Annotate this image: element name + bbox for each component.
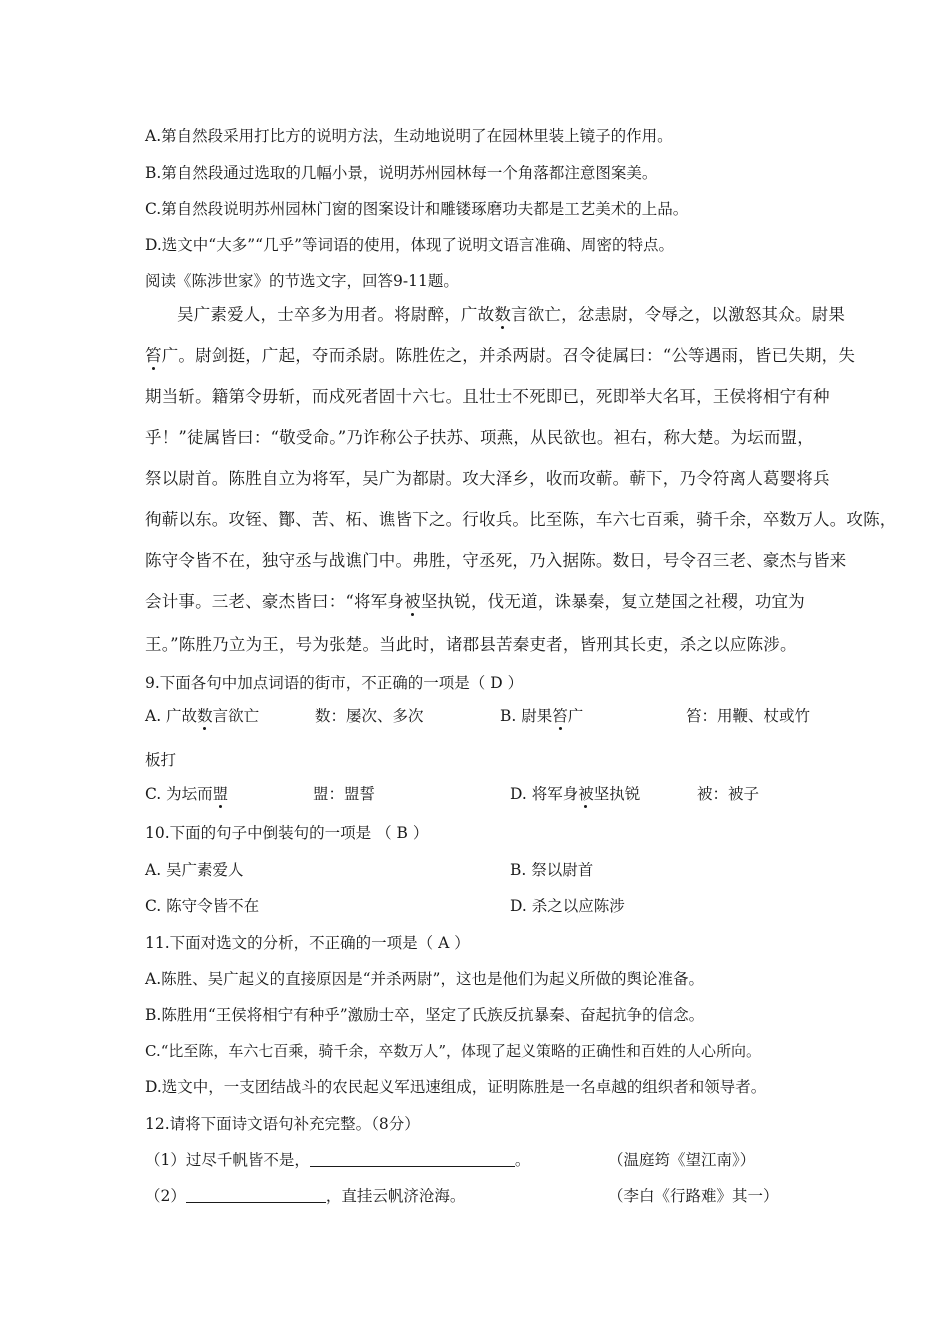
option-a-prev: A.第自然段采用打比方的说明方法，生动地说明了在园林里装上镜子的作用。	[145, 127, 673, 145]
passage-line-1: 吴广素爱人，士卒多为用者。将尉醉，广故数言欲亡，忿恚尉，令辱之，以激怒其众。尉果	[177, 305, 846, 324]
passage-line-4: 乎！”徒属皆曰：“敬受命。”乃诈称公子扶苏、项燕，从民欲也。袒右，称大楚。为坛而盟，	[145, 428, 814, 447]
q11-option-d: D.选文中，一支团结战斗的农民起义军迅速组成，证明陈胜是一名卓越的组织者和领导者。	[145, 1078, 767, 1096]
passage-line-9: 王。”陈胜乃立为王，号为张楚。当此时，诸郡县苦秦吏者，皆刑其长吏，杀之以应陈涉。	[145, 635, 797, 654]
dotted-char: 盟	[212, 785, 229, 803]
passage-line-3: 期当斩。籍第令毋斩，而戍死者固十六七。且壮士不死即已，死即举大名耳，王侯将相宁有种	[145, 387, 830, 406]
q10-stem: 10.下面的句子中倒装句的一项是 （ B ）	[145, 824, 429, 842]
passage-line-6: 徇蕲以东。攻铚、酇、苦、柘、谯皆下之。行收兵。比至陈，车六七百乘，骑千余，卒数万人。攻陈，	[145, 510, 897, 529]
q9-option-b: B. 尉果笞广	[500, 707, 584, 725]
q11-option-b: B.陈胜用“王侯将相宁有种乎”激励士卒，坚定了氏族反抗暴秦、奋起抗争的信念。	[145, 1006, 705, 1024]
q12-item-1: （1）过尽千帆皆不是， 。	[145, 1151, 531, 1169]
q10-option-b: B. 祭以尉首	[510, 861, 594, 879]
q12-item-2: （2） ，直挂云帆济沧海。	[145, 1187, 466, 1205]
answer-blank[interactable]	[310, 1150, 515, 1167]
dotted-char: 笞	[552, 707, 568, 725]
passage-line-2: 笞广。尉剑挺，广起，夺而杀尉。陈胜佐之，并杀两尉。召令徒属曰：“公等遇雨，皆已失期，失	[145, 346, 856, 365]
passage-line-5: 祭以尉首。陈胜自立为将军，吴广为都尉。攻大泽乡，收而攻蕲。蕲下，乃令符离人葛婴将兵	[145, 469, 830, 488]
q11-option-a: A.陈胜、吴广起义的直接原因是“并杀两尉”，这也是他们为起义所做的舆论准备。	[145, 970, 704, 988]
q11-stem: 11.下面对选文的分析，不正确的一项是（ A ）	[145, 934, 470, 952]
q12-stem: 12.请将下面诗文语句补充完整。（8分）	[145, 1115, 420, 1133]
answer-blank[interactable]	[186, 1186, 326, 1203]
option-b-prev: B.第自然段通过选取的几幅小景，说明苏州园林每一个角落都注意图案美。	[145, 164, 658, 182]
q12-item-1-source: （温庭筠《望江南》）	[608, 1151, 756, 1169]
q9-option-c: C. 为坛而盟	[145, 785, 229, 803]
passage-line-8: 会计事。三老、豪杰皆曰：“将军身被坚执锐，伐无道，诛暴秦，复立楚国之社稷，功宜为	[145, 592, 805, 611]
q9-option-d: D. 将军身被坚执锐	[510, 785, 641, 803]
dotted-char: 笞	[145, 346, 162, 365]
q12-item-2-source: （李白《行路难》其一）	[608, 1187, 779, 1205]
q10-option-d: D. 杀之以应陈涉	[510, 897, 625, 915]
passage-line-7: 陈守令皆不在，独守丞与战谯门中。弗胜，守丞死，乃入据陈。数日，号令召三老、豪杰与皆来	[145, 551, 847, 570]
q11-option-c: C.“比至陈，车六七百乘，骑千余，卒数万人”，体现了起义策略的正确性和百姓的人心所向。	[145, 1042, 762, 1060]
q10-option-a: A. 吴广素爱人	[145, 861, 244, 879]
reading-intro: 阅读《陈涉世家》的节选文字，回答9-11题。	[145, 272, 459, 290]
dotted-char: 数	[494, 305, 512, 324]
q9-option-b-gloss: 笞：用鞭、杖或竹	[686, 707, 811, 725]
q10-option-c: C. 陈守令皆不在	[145, 897, 260, 915]
q9-option-a-gloss: 数：屡次、多次	[315, 707, 424, 725]
option-d-prev: D.选文中“大多”“几乎”等词语的使用，体现了说明文语言准确、周密的特点。	[145, 236, 675, 254]
dotted-char: 数	[197, 707, 213, 725]
dotted-char: 被	[404, 592, 421, 611]
dotted-char: 被	[578, 785, 594, 803]
q9-option-d-gloss: 被：被子	[697, 785, 760, 803]
q9-option-a: A. 广故数言欲亡	[145, 707, 260, 725]
q9-stem: 9.下面各句中加点词语的街市，不正确的一项是（ D ）	[145, 674, 524, 692]
q9-option-c-gloss: 盟：盟誓	[313, 785, 376, 803]
option-c-prev: C.第自然段说明苏州园林门窗的图案设计和雕镂琢磨功夫都是工艺美术的上品。	[145, 200, 689, 218]
q9-option-b-gloss-cont: 板打	[145, 751, 177, 769]
